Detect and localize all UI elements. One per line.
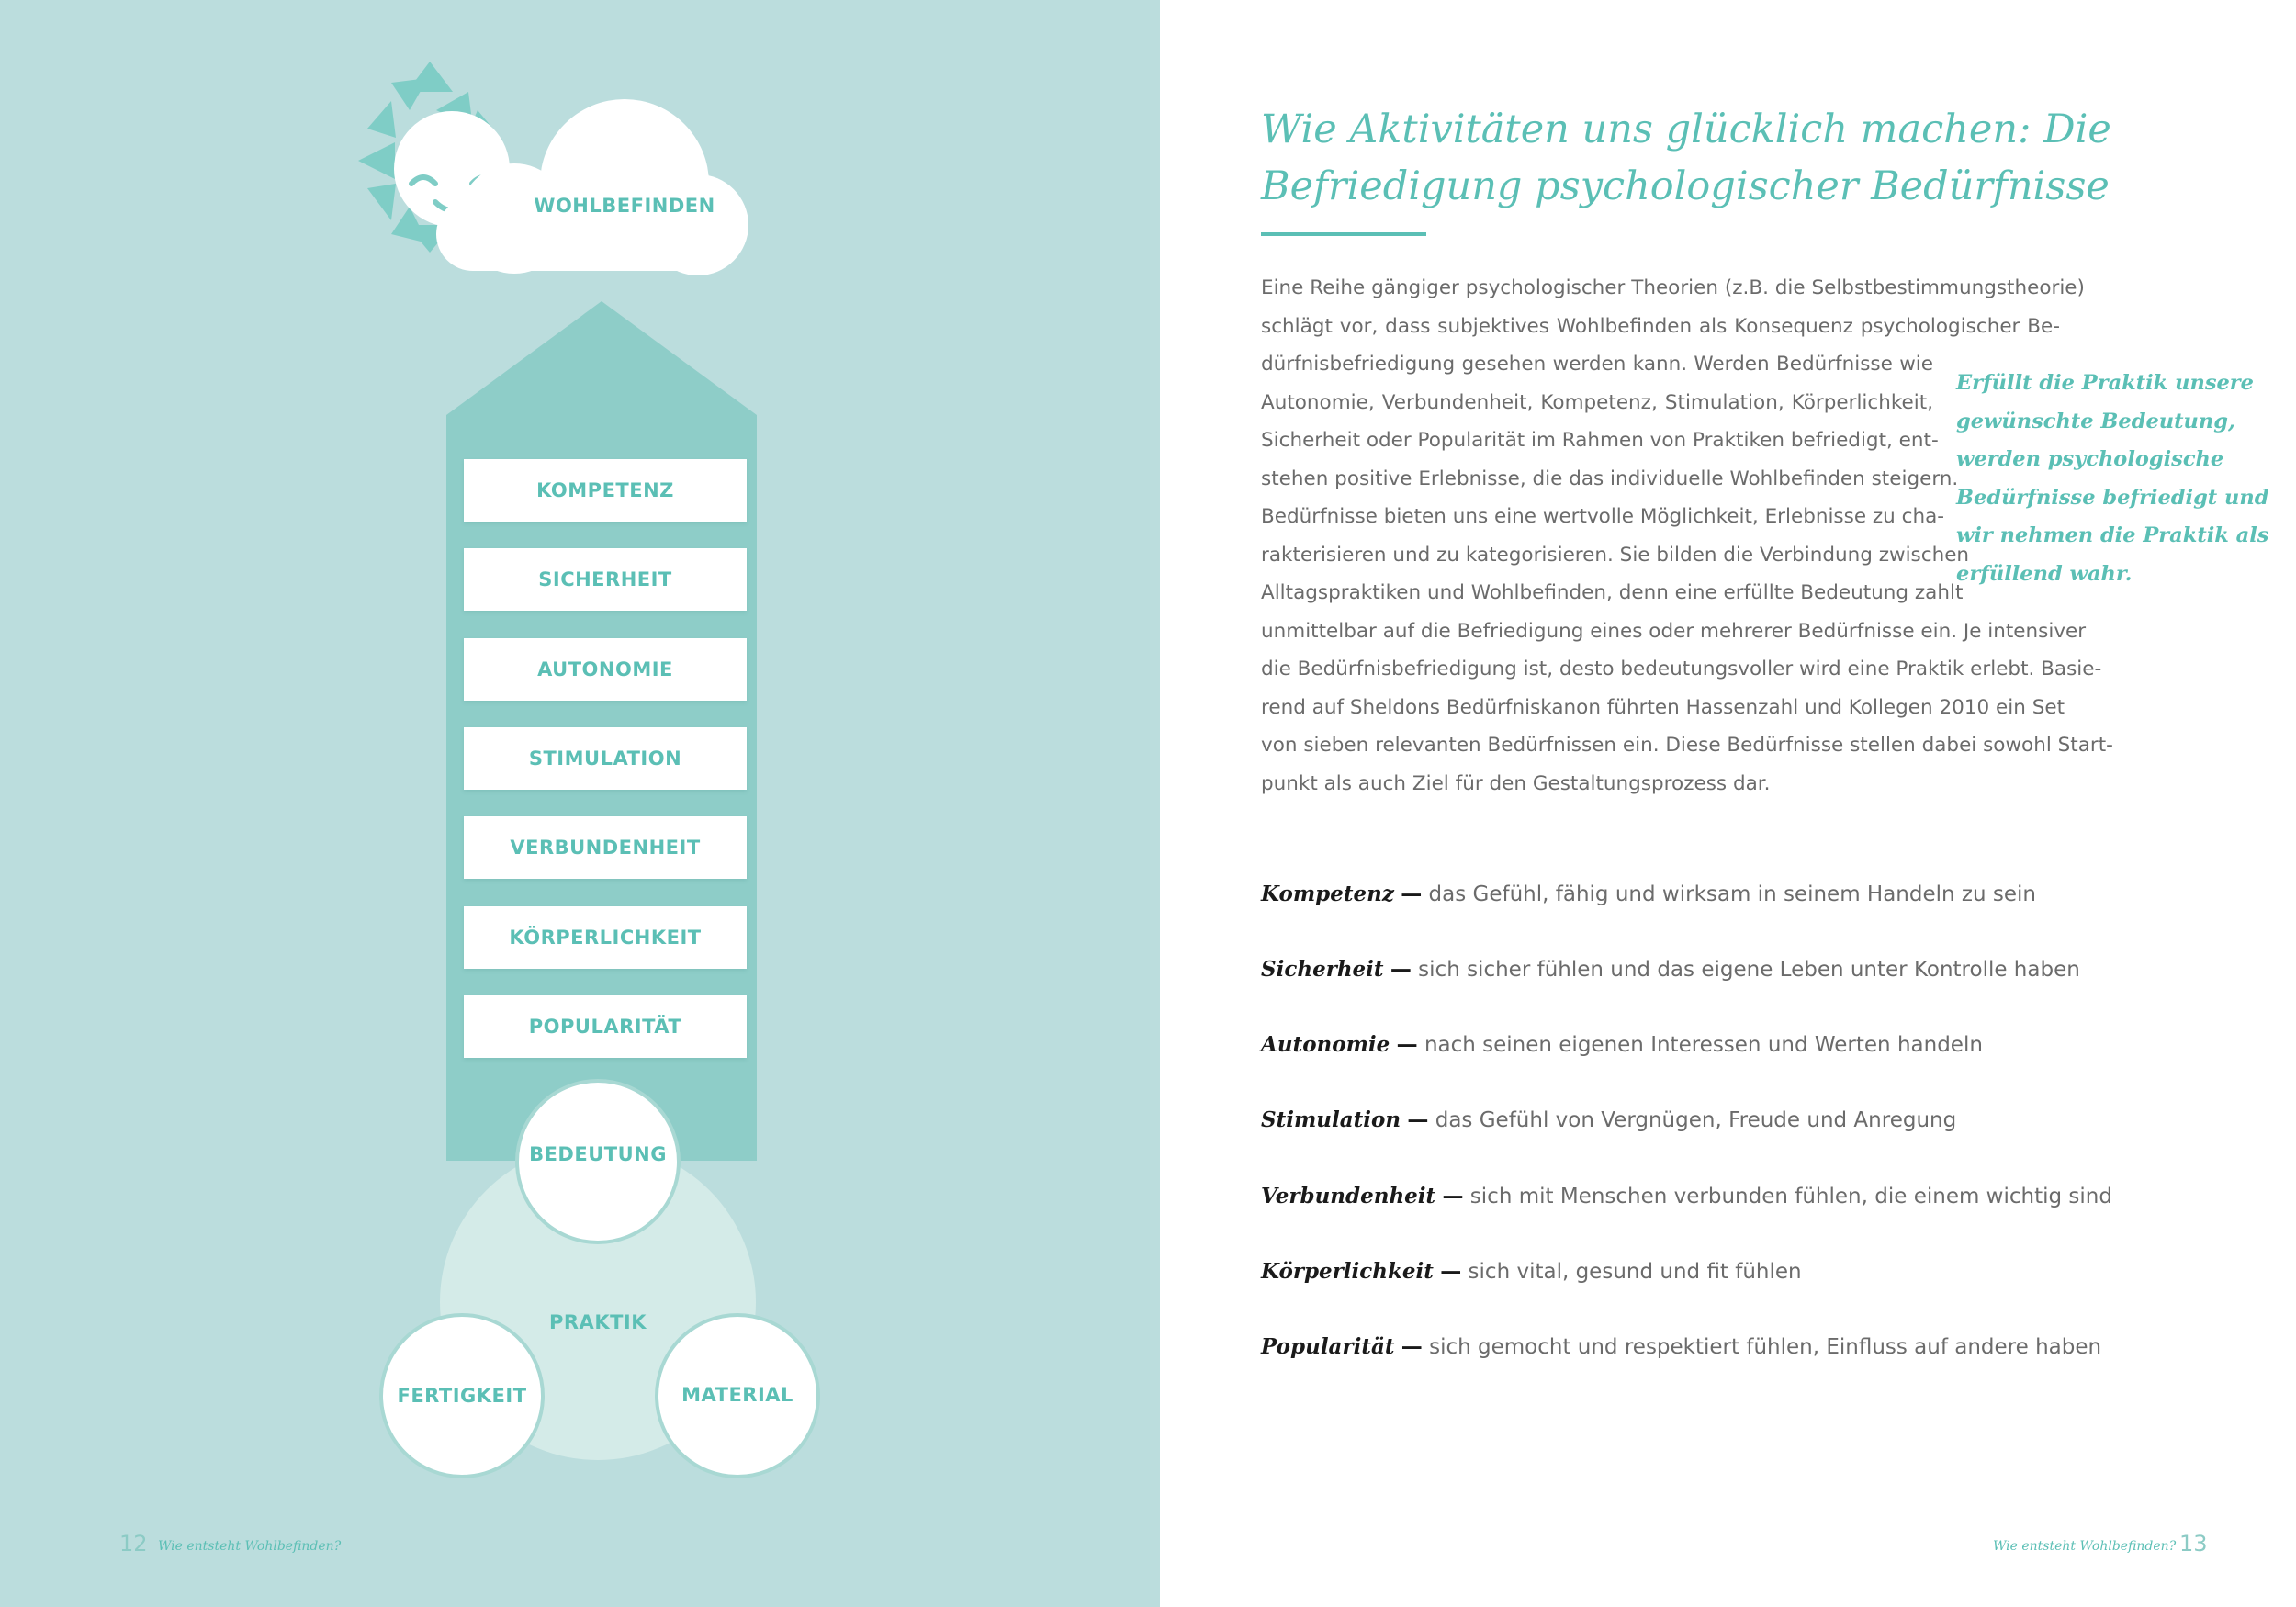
pull-quote <box>1956 365 2269 593</box>
definition-koerperlichkeit <box>1261 1259 1802 1284</box>
definition-dash: — <box>1401 882 1423 906</box>
pull-quote-line: erfüllend wahr. <box>1956 561 2133 586</box>
body-line: Sicherheit oder Popularität im Rahmen von Praktiken befriedigt, ent- <box>1261 429 1939 452</box>
pull-quote-line: Erfüllt die Praktik unsere <box>1956 371 2254 395</box>
definition-dash: — <box>1442 1185 1464 1208</box>
body-line: rakterisieren und zu kategorisieren. Sie bilden die Verbindung zwischen <box>1261 543 1970 567</box>
definition-popularitaet <box>1261 1334 2101 1359</box>
body-line: Bedürfnisse bieten uns eine wertvolle Möglichkeit, Erlebnisse zu cha- <box>1261 505 1945 528</box>
definition-dash: — <box>1390 958 1412 982</box>
body-line: die Bedürfnisbefriedigung ist, desto bedeutungsvoller wird eine Praktik erlebt. Basie- <box>1261 657 2102 680</box>
pull-quote-line: wir nehmen die Praktik als <box>1956 523 2269 547</box>
need-box-kompetenz: KOMPETENZ <box>464 459 747 522</box>
definition-text: sich sicher fühlen und das eigene Leben unter Kontrolle haben <box>1418 958 2080 982</box>
definition-sicherheit <box>1261 957 2080 982</box>
definition-term: Körperlichkeit <box>1261 1259 1434 1284</box>
definition-term: Popularität <box>1261 1334 1395 1359</box>
body-line: Alltagspraktiken und Wohlbefinden, denn eine erfüllte Bedeutung zahlt <box>1261 581 1964 604</box>
need-box-sicherheit: SICHERHEIT <box>464 548 747 611</box>
definition-term: Sicherheit <box>1261 957 1384 982</box>
definition-dash: — <box>1401 1335 1423 1359</box>
title-line-2: Befriedigung psychologischer Bedürfnisse <box>1261 163 2110 209</box>
need-box-verbundenheit: VERBUNDENHEIT <box>464 816 747 879</box>
definition-dash: — <box>1407 1108 1429 1132</box>
definition-term: Kompetenz <box>1261 882 1394 906</box>
need-box-koerperlichkeit: KÖRPERLICHKEIT <box>464 906 747 969</box>
skill-label: FERTIGKEIT <box>397 1385 527 1407</box>
body-line: dürfnisbefriedigung gesehen werden kann. Werden Bedürfnisse wie <box>1261 353 1933 376</box>
title-line-1: Wie Aktivitäten uns glücklich machen: Die <box>1261 107 2111 152</box>
body-line: Eine Reihe gängiger psychologischer Theorien (z.B. die Selbstbestimmungstheorie) <box>1261 276 2085 299</box>
definition-term: Stimulation <box>1261 1107 1401 1132</box>
definition-dash: — <box>1440 1260 1462 1284</box>
body-line: Autonomie, Verbundenheit, Kompetenz, Stimulation, Körperlichkeit, <box>1261 390 1933 414</box>
right-page <box>1160 0 2296 1607</box>
pull-quote-line: Bedürfnisse befriedigt und <box>1956 485 2269 510</box>
wellbeing-label: WOHLBEFINDEN <box>534 195 715 217</box>
page-title <box>1261 101 2198 215</box>
definition-text: das Gefühl, fähig und wirksam in seinem Handeln zu sein <box>1428 882 2036 906</box>
need-box-stimulation: STIMULATION <box>464 727 747 790</box>
definition-text: nach seinen eigenen Interessen und Werten handeln <box>1424 1033 1983 1057</box>
left-running-title: Wie entsteht Wohlbefinden? <box>158 1539 342 1554</box>
need-box-popularitaet: POPULARITÄT <box>464 995 747 1058</box>
definition-term: Verbundenheit <box>1261 1184 1436 1208</box>
definition-text: sich mit Menschen verbunden fühlen, die einem wichtig sind <box>1469 1185 2112 1208</box>
right-running-title: Wie entsteht Wohlbefinden? <box>1993 1539 2177 1554</box>
need-box-autonomie: AUTONOMIE <box>464 638 747 701</box>
material-label: MATERIAL <box>681 1384 793 1406</box>
body-line: schlägt vor, dass subjektives Wohlbefinden als Konsequenz psychologischer Be- <box>1261 314 2060 338</box>
definition-text: sich gemocht und respektiert fühlen, Einfluss auf andere haben <box>1429 1335 2102 1359</box>
body-line: rend auf Sheldons Bedürfniskanon führten Hassenzahl und Kollegen 2010 ein Set <box>1261 695 2065 719</box>
right-page-number: 13 <box>2179 1531 2208 1556</box>
definition-text: das Gefühl von Vergnügen, Freude und Anregung <box>1435 1108 1957 1132</box>
meaning-label: BEDEUTUNG <box>529 1143 667 1165</box>
definition-stimulation <box>1261 1107 1956 1132</box>
body-line: von sieben relevanten Bedürfnissen ein. Diese Bedürfnisse stellen dabei sowohl Start- <box>1261 734 2113 757</box>
pull-quote-line: gewünschte Bedeutung, <box>1956 409 2235 433</box>
definition-text: sich vital, gesund und fit fühlen <box>1468 1260 1802 1284</box>
body-line: stehen positive Erlebnisse, die das individuelle Wohlbefinden steigern. <box>1261 466 1959 490</box>
practice-label: PRAKTIK <box>549 1311 647 1333</box>
body-line: punkt als auch Ziel für den Gestaltungsprozess dar. <box>1261 771 1771 795</box>
title-underline <box>1261 232 1426 236</box>
definition-dash: — <box>1396 1033 1418 1057</box>
left-page-number: 12 <box>119 1531 148 1556</box>
definition-term: Autonomie <box>1261 1032 1390 1057</box>
definition-verbundenheit <box>1261 1184 2112 1208</box>
body-line: unmittelbar auf die Befriedigung eines oder mehrerer Bedürfnisse ein. Je intensiver <box>1261 619 2087 643</box>
definition-kompetenz <box>1261 882 2036 906</box>
pull-quote-line: werden psychologische <box>1956 447 2224 471</box>
definition-autonomie <box>1261 1032 1983 1057</box>
